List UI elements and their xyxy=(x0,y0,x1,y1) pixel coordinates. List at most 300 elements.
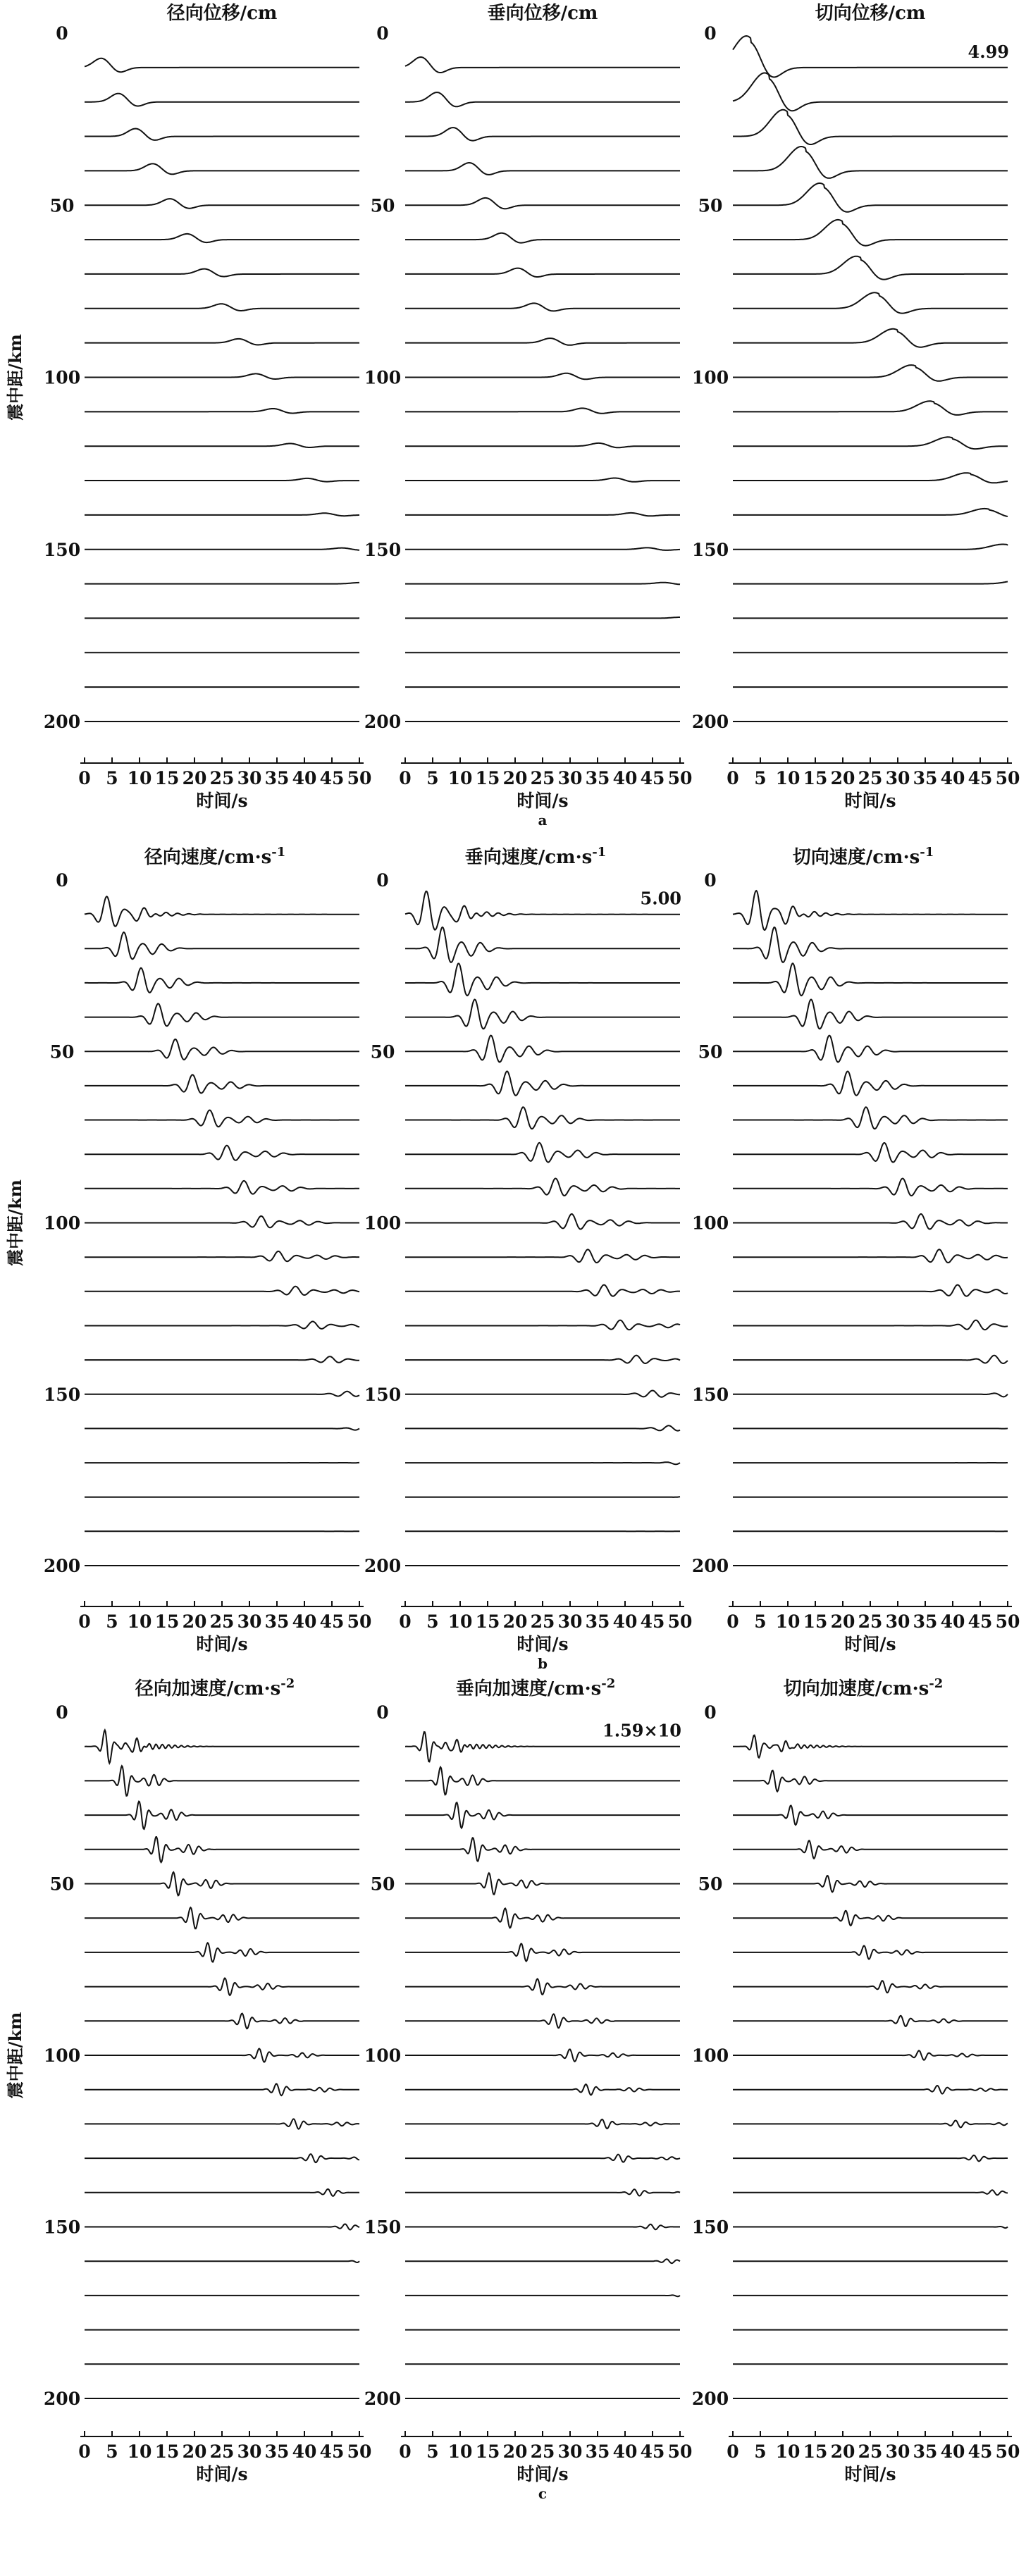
x-tick-label: 45 xyxy=(968,2441,993,2462)
panel-vertical-displacement xyxy=(364,3,692,811)
x-tick-label: 30 xyxy=(237,2441,262,2462)
trace-40km xyxy=(733,147,1008,178)
trace-50km xyxy=(85,199,359,209)
trace-30km xyxy=(733,1806,1008,1826)
x-axis-label: 时间/s xyxy=(196,2464,248,2484)
trace-70km xyxy=(405,268,680,277)
x-tick-label: 15 xyxy=(475,768,500,788)
panel-title xyxy=(784,1676,944,1699)
x-tick-label: 5 xyxy=(754,2441,767,2462)
trace-140km xyxy=(85,2189,359,2196)
trace-140km xyxy=(85,1356,359,1363)
trace-80km xyxy=(733,1143,1008,1163)
trace-120km xyxy=(85,2119,359,2129)
x-tick-label: 15 xyxy=(154,2441,180,2462)
trace-160km xyxy=(405,583,680,585)
x-tick-label: 40 xyxy=(940,768,965,788)
x-tick-label: 45 xyxy=(968,768,993,788)
x-tick-label: 50 xyxy=(995,768,1020,788)
x-tick-label: 15 xyxy=(475,2441,500,2462)
x-tick-label: 50 xyxy=(347,768,372,788)
x-tick-label: 5 xyxy=(106,768,118,788)
panel-title-text: 垂向速度/cm·s xyxy=(464,847,593,868)
x-tick-label: 45 xyxy=(640,768,665,788)
y-tick-label: 150 xyxy=(364,2217,402,2238)
x-tick-label: 25 xyxy=(858,768,883,788)
panel-title-text: 径向位移/cm xyxy=(166,3,278,24)
trace-140km xyxy=(733,509,1008,516)
trace-130km xyxy=(85,2154,359,2162)
x-tick-label: 10 xyxy=(775,1611,801,1632)
y-tick-label: 100 xyxy=(364,367,402,388)
trace-110km xyxy=(85,409,359,414)
trace-80km xyxy=(85,1146,359,1160)
x-tick-label: 35 xyxy=(913,768,938,788)
panel-title-text: 径向加速度/cm·s xyxy=(135,1678,281,1699)
panel-radial-acceleration xyxy=(44,1676,371,2484)
panel-title-superscript: -1 xyxy=(592,845,607,860)
x-tick-label: 50 xyxy=(347,2441,372,2462)
y-tick-label: 0 xyxy=(376,23,389,44)
y-axis-label: 震中距/km xyxy=(5,2012,25,2099)
panel-title-text: 切向速度/cm·s xyxy=(792,847,920,868)
y-tick-label: 50 xyxy=(698,195,723,216)
x-tick-label: 45 xyxy=(640,1611,665,1632)
panel-vertical-acceleration xyxy=(364,1676,692,2484)
x-tick-label: 35 xyxy=(264,2441,290,2462)
trace-40km xyxy=(85,1004,359,1027)
x-tick-label: 25 xyxy=(530,2441,555,2462)
panel-title xyxy=(144,845,286,868)
x-tick-label: 20 xyxy=(182,768,207,788)
x-tick-label: 20 xyxy=(830,2441,855,2462)
x-tick-label: 25 xyxy=(858,2441,883,2462)
trace-150km xyxy=(85,548,359,550)
x-tick-label: 5 xyxy=(106,2441,118,2462)
y-tick-label: 200 xyxy=(364,712,402,732)
trace-60km xyxy=(405,1072,680,1096)
trace-40km xyxy=(85,163,359,174)
panel-title-superscript: -2 xyxy=(280,1676,295,1691)
x-tick-label: 35 xyxy=(585,1611,610,1632)
trace-60km xyxy=(733,1911,1008,1926)
x-tick-label: 35 xyxy=(585,2441,610,2462)
trace-70km xyxy=(85,1943,359,1962)
trace-110km xyxy=(733,401,1008,415)
x-tick-label: 40 xyxy=(292,768,317,788)
chart-section-a xyxy=(5,3,1020,829)
trace-130km xyxy=(733,473,1008,483)
x-tick-label: 15 xyxy=(475,1611,500,1632)
x-tick-label: 0 xyxy=(399,1611,412,1632)
trace-140km xyxy=(733,2190,1008,2195)
panel-radial-velocity xyxy=(44,845,371,1654)
panel-title-superscript: -1 xyxy=(920,845,934,860)
trace-150km xyxy=(405,2224,680,2229)
trace-40km xyxy=(733,1840,1008,1858)
trace-20km xyxy=(405,92,680,106)
x-tick-label: 30 xyxy=(557,2441,583,2462)
x-tick-label: 5 xyxy=(426,2441,439,2462)
trace-160km xyxy=(733,581,1008,583)
y-tick-label: 0 xyxy=(704,1702,717,1723)
trace-90km xyxy=(405,1179,680,1196)
x-tick-label: 40 xyxy=(940,2441,965,2462)
x-tick-label: 35 xyxy=(913,1611,938,1632)
section-sublabel: a xyxy=(538,812,548,829)
x-tick-label: 50 xyxy=(347,1611,372,1632)
chart-section-c xyxy=(5,1676,1020,2502)
panel-title xyxy=(488,3,598,24)
x-tick-label: 40 xyxy=(940,1611,965,1632)
trace-80km xyxy=(733,292,1008,313)
x-tick-label: 10 xyxy=(127,1611,152,1632)
trace-150km xyxy=(733,2227,1008,2228)
x-tick-label: 20 xyxy=(182,1611,207,1632)
trace-30km xyxy=(405,128,680,141)
y-tick-label: 50 xyxy=(49,1041,75,1063)
trace-60km xyxy=(405,1909,680,1928)
trace-50km xyxy=(733,1036,1008,1063)
y-tick-label: 150 xyxy=(43,2217,81,2238)
x-tick-label: 35 xyxy=(585,768,610,788)
x-tick-label: 40 xyxy=(612,768,638,788)
x-tick-label: 45 xyxy=(319,2441,345,2462)
trace-90km xyxy=(85,2014,359,2029)
trace-10km xyxy=(733,1735,1008,1758)
y-tick-label: 100 xyxy=(691,2045,729,2066)
trace-20km xyxy=(405,1767,680,1795)
trace-30km xyxy=(733,963,1008,996)
trace-10km xyxy=(85,1730,359,1763)
trace-40km xyxy=(85,1837,359,1862)
trace-110km xyxy=(733,2086,1008,2094)
trace-130km xyxy=(733,2155,1008,2162)
trace-30km xyxy=(85,1802,359,1829)
x-tick-label: 30 xyxy=(557,1611,583,1632)
x-tick-label: 5 xyxy=(426,768,439,788)
trace-30km xyxy=(733,110,1008,144)
trace-40km xyxy=(733,1000,1008,1029)
x-tick-label: 5 xyxy=(426,1611,439,1632)
x-tick-label: 50 xyxy=(667,1611,693,1632)
trace-100km xyxy=(405,1214,680,1230)
trace-100km xyxy=(85,1216,359,1227)
trace-50km xyxy=(733,1876,1008,1892)
y-tick-label: 100 xyxy=(43,1213,81,1234)
trace-60km xyxy=(733,1072,1008,1096)
trace-80km xyxy=(405,303,680,311)
y-tick-label: 200 xyxy=(43,1556,81,1576)
x-tick-label: 0 xyxy=(78,768,91,788)
trace-110km xyxy=(405,1249,680,1263)
trace-150km xyxy=(405,547,680,550)
x-tick-label: 0 xyxy=(399,768,412,788)
y-tick-label: 200 xyxy=(43,712,81,732)
trace-160km xyxy=(85,1428,359,1430)
trace-140km xyxy=(405,513,680,516)
panel-title-superscript: -2 xyxy=(929,1676,944,1691)
trace-60km xyxy=(85,1907,359,1928)
trace-140km xyxy=(405,1356,680,1363)
y-tick-label: 100 xyxy=(43,367,81,388)
x-tick-label: 0 xyxy=(727,768,739,788)
x-tick-label: 10 xyxy=(127,768,152,788)
x-tick-label: 15 xyxy=(803,768,828,788)
x-tick-label: 0 xyxy=(78,1611,91,1632)
trace-70km xyxy=(733,256,1008,280)
y-tick-label: 0 xyxy=(56,870,68,891)
trace-170km xyxy=(405,1462,680,1464)
trace-120km xyxy=(405,2119,680,2129)
trace-70km xyxy=(405,1107,680,1129)
trace-100km xyxy=(85,2049,359,2062)
y-tick-label: 200 xyxy=(691,1556,729,1576)
trace-80km xyxy=(85,304,359,311)
y-tick-label: 150 xyxy=(364,539,402,560)
panel-tangential-acceleration xyxy=(692,1676,1020,2484)
x-tick-label: 40 xyxy=(292,2441,317,2462)
x-axis-label: 时间/s xyxy=(517,1634,569,1654)
trace-120km xyxy=(405,1285,680,1296)
trace-80km xyxy=(733,1981,1008,1993)
trace-40km xyxy=(405,1838,680,1861)
trace-100km xyxy=(733,2050,1008,2060)
y-tick-label: 150 xyxy=(364,1384,402,1405)
x-tick-label: 45 xyxy=(640,2441,665,2462)
trace-160km xyxy=(405,1425,680,1430)
trace-20km xyxy=(733,927,1008,962)
x-tick-label: 30 xyxy=(237,768,262,788)
panel-title xyxy=(135,1676,295,1699)
trace-160km xyxy=(85,2261,359,2262)
x-tick-label: 25 xyxy=(209,768,235,788)
y-tick-label: 200 xyxy=(691,712,729,732)
y-tick-label: 200 xyxy=(43,2389,81,2409)
x-tick-label: 25 xyxy=(209,2441,235,2462)
y-axis-label: 震中距/km xyxy=(5,334,25,421)
x-tick-label: 30 xyxy=(557,768,583,788)
trace-120km xyxy=(733,437,1008,449)
x-tick-label: 0 xyxy=(727,1611,739,1632)
trace-150km xyxy=(85,2224,359,2230)
amplitude-label: 1.59×10 xyxy=(602,1720,681,1741)
trace-50km xyxy=(85,1039,359,1060)
y-tick-label: 100 xyxy=(691,1213,729,1234)
trace-120km xyxy=(85,1287,359,1295)
x-tick-label: 0 xyxy=(78,2441,91,2462)
panel-title-text: 径向速度/cm·s xyxy=(144,847,272,868)
panel-title-text: 垂向位移/cm xyxy=(487,3,598,24)
y-tick-label: 50 xyxy=(49,1874,75,1895)
x-tick-label: 25 xyxy=(530,768,555,788)
x-tick-label: 50 xyxy=(995,1611,1020,1632)
x-axis-label: 时间/s xyxy=(844,1634,896,1654)
x-tick-label: 45 xyxy=(319,1611,345,1632)
trace-60km xyxy=(733,220,1008,246)
y-tick-label: 100 xyxy=(43,2045,81,2066)
y-tick-label: 0 xyxy=(704,870,717,891)
y-tick-label: 0 xyxy=(56,23,68,44)
trace-150km xyxy=(733,1393,1008,1397)
trace-70km xyxy=(85,269,359,277)
x-tick-label: 15 xyxy=(803,1611,828,1632)
trace-90km xyxy=(85,1181,359,1194)
trace-60km xyxy=(85,234,359,242)
x-tick-label: 0 xyxy=(727,2441,739,2462)
y-tick-label: 50 xyxy=(370,1041,395,1063)
y-tick-label: 150 xyxy=(691,1384,729,1405)
y-tick-label: 200 xyxy=(364,2389,402,2409)
trace-120km xyxy=(733,2121,1008,2128)
trace-70km xyxy=(733,1946,1008,1959)
x-tick-label: 0 xyxy=(399,2441,412,2462)
trace-30km xyxy=(85,129,359,140)
trace-110km xyxy=(85,2083,359,2095)
y-tick-label: 0 xyxy=(56,1702,68,1723)
x-tick-label: 5 xyxy=(754,768,767,788)
x-tick-label: 20 xyxy=(830,1611,855,1632)
x-tick-label: 10 xyxy=(447,768,473,788)
y-tick-label: 0 xyxy=(376,1702,389,1723)
trace-50km xyxy=(405,1873,680,1894)
y-tick-label: 50 xyxy=(370,195,395,216)
x-tick-label: 30 xyxy=(885,1611,910,1632)
trace-100km xyxy=(733,1214,1008,1230)
trace-10km xyxy=(733,891,1008,930)
x-tick-label: 10 xyxy=(447,1611,473,1632)
y-tick-label: 150 xyxy=(691,2217,729,2238)
trace-100km xyxy=(733,365,1008,381)
y-tick-label: 100 xyxy=(364,1213,402,1234)
panel-title-text: 垂向加速度/cm·s xyxy=(455,1678,602,1699)
trace-150km xyxy=(85,1392,359,1397)
trace-20km xyxy=(85,932,359,959)
y-tick-label: 100 xyxy=(691,367,729,388)
trace-150km xyxy=(405,1391,680,1397)
trace-20km xyxy=(733,73,1008,111)
panel-title-superscript: -2 xyxy=(601,1676,616,1691)
trace-40km xyxy=(405,1000,680,1029)
y-tick-label: 50 xyxy=(698,1874,723,1895)
y-tick-label: 200 xyxy=(364,1556,402,1576)
trace-110km xyxy=(405,2084,680,2095)
y-tick-label: 150 xyxy=(43,539,81,560)
panel-tangential-displacement xyxy=(692,3,1020,811)
y-tick-label: 50 xyxy=(49,195,75,216)
x-tick-label: 25 xyxy=(858,1611,883,1632)
x-tick-label: 50 xyxy=(667,768,693,788)
x-tick-label: 20 xyxy=(502,2441,528,2462)
x-tick-label: 15 xyxy=(154,768,180,788)
x-tick-label: 5 xyxy=(106,1611,118,1632)
trace-130km xyxy=(85,478,359,482)
section-sublabel: b xyxy=(538,1655,548,1672)
x-tick-label: 5 xyxy=(754,1611,767,1632)
trace-160km xyxy=(405,2259,680,2263)
panel-radial-displacement xyxy=(44,3,371,811)
y-tick-label: 0 xyxy=(704,23,717,44)
x-tick-label: 10 xyxy=(127,2441,152,2462)
trace-90km xyxy=(733,1179,1008,1196)
x-tick-label: 20 xyxy=(182,2441,207,2462)
trace-80km xyxy=(405,1143,680,1163)
x-tick-label: 30 xyxy=(237,1611,262,1632)
x-axis-label: 时间/s xyxy=(517,2464,569,2484)
y-tick-label: 100 xyxy=(364,2045,402,2066)
x-tick-label: 45 xyxy=(319,768,345,788)
panel-title xyxy=(793,845,934,868)
x-tick-label: 50 xyxy=(995,2441,1020,2462)
y-axis-label: 震中距/km xyxy=(5,1179,25,1266)
trace-150km xyxy=(733,545,1008,550)
x-axis-label: 时间/s xyxy=(844,2464,896,2484)
trace-50km xyxy=(85,1872,359,1895)
x-tick-label: 15 xyxy=(154,1611,180,1632)
trace-110km xyxy=(405,408,680,413)
x-tick-label: 40 xyxy=(612,2441,638,2462)
x-axis-label: 时间/s xyxy=(196,1634,248,1654)
trace-70km xyxy=(733,1107,1008,1129)
trace-170km xyxy=(405,617,680,618)
trace-60km xyxy=(85,1075,359,1093)
trace-160km xyxy=(85,583,359,584)
x-tick-label: 45 xyxy=(968,1611,993,1632)
y-tick-label: 150 xyxy=(691,539,729,560)
x-tick-label: 20 xyxy=(502,1611,528,1632)
trace-90km xyxy=(405,2014,680,2028)
trace-90km xyxy=(85,339,359,345)
x-axis-label: 时间/s xyxy=(517,791,569,811)
trace-20km xyxy=(405,927,680,962)
trace-130km xyxy=(85,1322,359,1329)
trace-90km xyxy=(405,338,680,345)
trace-60km xyxy=(405,233,680,243)
x-tick-label: 50 xyxy=(667,2441,693,2462)
x-tick-label: 20 xyxy=(830,768,855,788)
trace-50km xyxy=(405,1036,680,1063)
y-tick-label: 200 xyxy=(691,2389,729,2409)
trace-170km xyxy=(405,2295,680,2296)
y-tick-label: 150 xyxy=(43,1384,81,1405)
trace-120km xyxy=(733,1285,1008,1296)
panel-vertical-velocity xyxy=(364,845,692,1654)
x-tick-label: 40 xyxy=(612,1611,638,1632)
y-tick-label: 0 xyxy=(376,870,389,891)
trace-140km xyxy=(85,513,359,516)
section-sublabel: c xyxy=(538,2485,548,2502)
x-tick-label: 10 xyxy=(447,2441,473,2462)
x-tick-label: 15 xyxy=(803,2441,828,2462)
trace-20km xyxy=(85,1766,359,1796)
trace-30km xyxy=(405,963,680,996)
trace-100km xyxy=(405,373,680,380)
trace-140km xyxy=(405,2189,680,2196)
x-tick-label: 25 xyxy=(530,1611,555,1632)
trace-50km xyxy=(733,183,1008,212)
x-tick-label: 40 xyxy=(292,1611,317,1632)
trace-110km xyxy=(733,1249,1008,1263)
trace-20km xyxy=(85,94,359,106)
x-tick-label: 25 xyxy=(209,1611,235,1632)
trace-10km xyxy=(85,58,359,72)
panel-tangential-velocity xyxy=(692,845,1020,1654)
x-tick-label: 35 xyxy=(913,2441,938,2462)
x-axis-label: 时间/s xyxy=(196,791,248,811)
chart-section-b xyxy=(5,845,1020,1672)
x-tick-label: 20 xyxy=(502,768,528,788)
panel-title-superscript: -1 xyxy=(271,845,286,860)
